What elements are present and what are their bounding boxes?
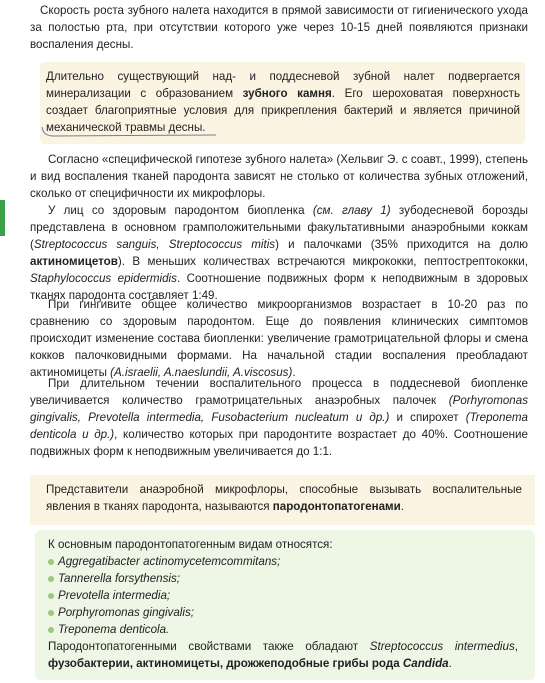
text-run: У лиц со здоровым пародонтом биопленка <box>48 204 313 217</box>
text-run: (Treponema denticola и др.) <box>30 411 529 441</box>
text-run: При гингивите общее количество микроорганизмов возрастает в 10-20 раз по сравнению со здоровым пародонтом. Еще до появления клинических симптомов происходит изменение состава биопленки: увеличение грамотрицательной флоры и смена кокков палочковидными формами. На начальной стадии воспаления преобладают актиномицеты <box>30 298 528 379</box>
text-run: Streptococcus sanguis, Streptococcus mitis <box>33 238 276 251</box>
text-run: ). В меньших количествах встречаются микрококки, пептострептококки, <box>117 255 528 268</box>
text-run: ) и палочками (35% приходится на долю <box>275 238 528 251</box>
text-run: и спирохет <box>389 411 466 424</box>
list-item <box>48 587 518 604</box>
paragraph-other-pathogens <box>48 638 518 672</box>
text-run: (см. главу 1) <box>312 204 391 217</box>
chapter-side-tab <box>0 200 5 236</box>
text-run: (A.israelii, A.naeslundii, A.viscosus) <box>110 366 293 379</box>
bullet-icon <box>48 593 54 599</box>
bullet-icon <box>48 627 54 633</box>
text-run: . <box>448 657 452 670</box>
bullet-icon <box>48 559 54 565</box>
paragraph-hypothesis: Согласно «специфической гипотезе зубного налета» (Хельвиг Э. с соавт., 1999), степень и вид воспаления тканей пародонта зависят не столько от количества зубных отложений, сколько от специфичности их микрофлоры. <box>30 153 528 200</box>
species-name: Prevotella intermedia; <box>58 589 171 602</box>
text-run: Представители анаэробной микрофлоры, способные вызывать воспалительные явления в тканях пародонта, называются <box>46 483 522 513</box>
term-calculus: зубного камня <box>242 87 332 100</box>
paragraph-gingivitis <box>30 296 528 381</box>
list-item <box>48 570 518 587</box>
text-run: , количество которых при пародонтите возрастает до 40%. Соотношение подвижных форм к неподвижным увеличивается до 1:1. <box>30 428 528 458</box>
list-item <box>48 604 518 621</box>
species-list-heading: К основным пародонтопатогенным видам относятся: <box>48 538 333 551</box>
paragraph-pathogens <box>46 481 522 515</box>
bullet-icon <box>48 610 54 616</box>
term-periodontopathogens: пародонтопатогенами <box>272 500 401 513</box>
text-run: При длительном течении воспалительного процесса в поддесневой биопленке увеличивается количество грамотрицательных анаэробных палочек <box>30 377 528 407</box>
text-run: Длительно существующий над- и поддесневой зубной налет подвергается минерализации с образованием <box>46 70 520 100</box>
term-candida: Candida <box>402 657 449 670</box>
text-run: зубодесневой борозды представлена в основном грамположительными факультативными анаэробными коккам ( <box>30 204 528 251</box>
list-item <box>48 553 518 570</box>
species-name: Aggregatibacter actinomycetemcommitans; <box>58 555 281 568</box>
species-list <box>48 553 518 638</box>
list-item <box>48 621 518 638</box>
text-run: . <box>292 366 296 379</box>
text-run: Streptococcus intermedius <box>369 640 515 653</box>
text-run: Staphylococcus epidermidis <box>30 272 177 285</box>
text-run: (Porhyromonas gingivalis, Prevotella intermedia, Fusobacterium nucleatum и др.) <box>30 394 528 424</box>
term-other-pathogens: фузобактерии, актиномицеты, дрожжеподобные грибы рода <box>48 657 403 670</box>
species-name: Treponema denticola. <box>58 623 170 636</box>
text-run: , <box>514 640 518 653</box>
bullet-icon <box>48 576 54 582</box>
species-name: Tannerella forsythensis; <box>58 572 181 585</box>
text-run: Пародонтопатогенными свойствами также обладают <box>48 640 370 653</box>
text-run: . Соотношение подвижных форм к неподвижным в здоровых тканях пародонта составляет 1:49. <box>30 272 528 302</box>
paragraph-growth-rate: Скорость роста зубного налета находится в прямой зависимости от гигиенического ухода за полостью рта, при отсутствии которого уже через 10-15 дней появляются признаки воспаления десны. <box>30 4 528 51</box>
handwritten-underline <box>40 123 220 139</box>
text-run: . <box>400 500 404 513</box>
text-run: . Его шероховатая поверхность создает благоприятные условия для прикрепления бактерий и является причиной механической травмы десны. <box>46 87 520 134</box>
paragraph-chronic-inflammation <box>30 375 528 460</box>
species-name: Porphyromonas gingivalis; <box>58 606 194 619</box>
term-actinomycetes: актиномицетов <box>30 255 118 268</box>
paragraph-healthy-biofilm <box>30 202 528 304</box>
